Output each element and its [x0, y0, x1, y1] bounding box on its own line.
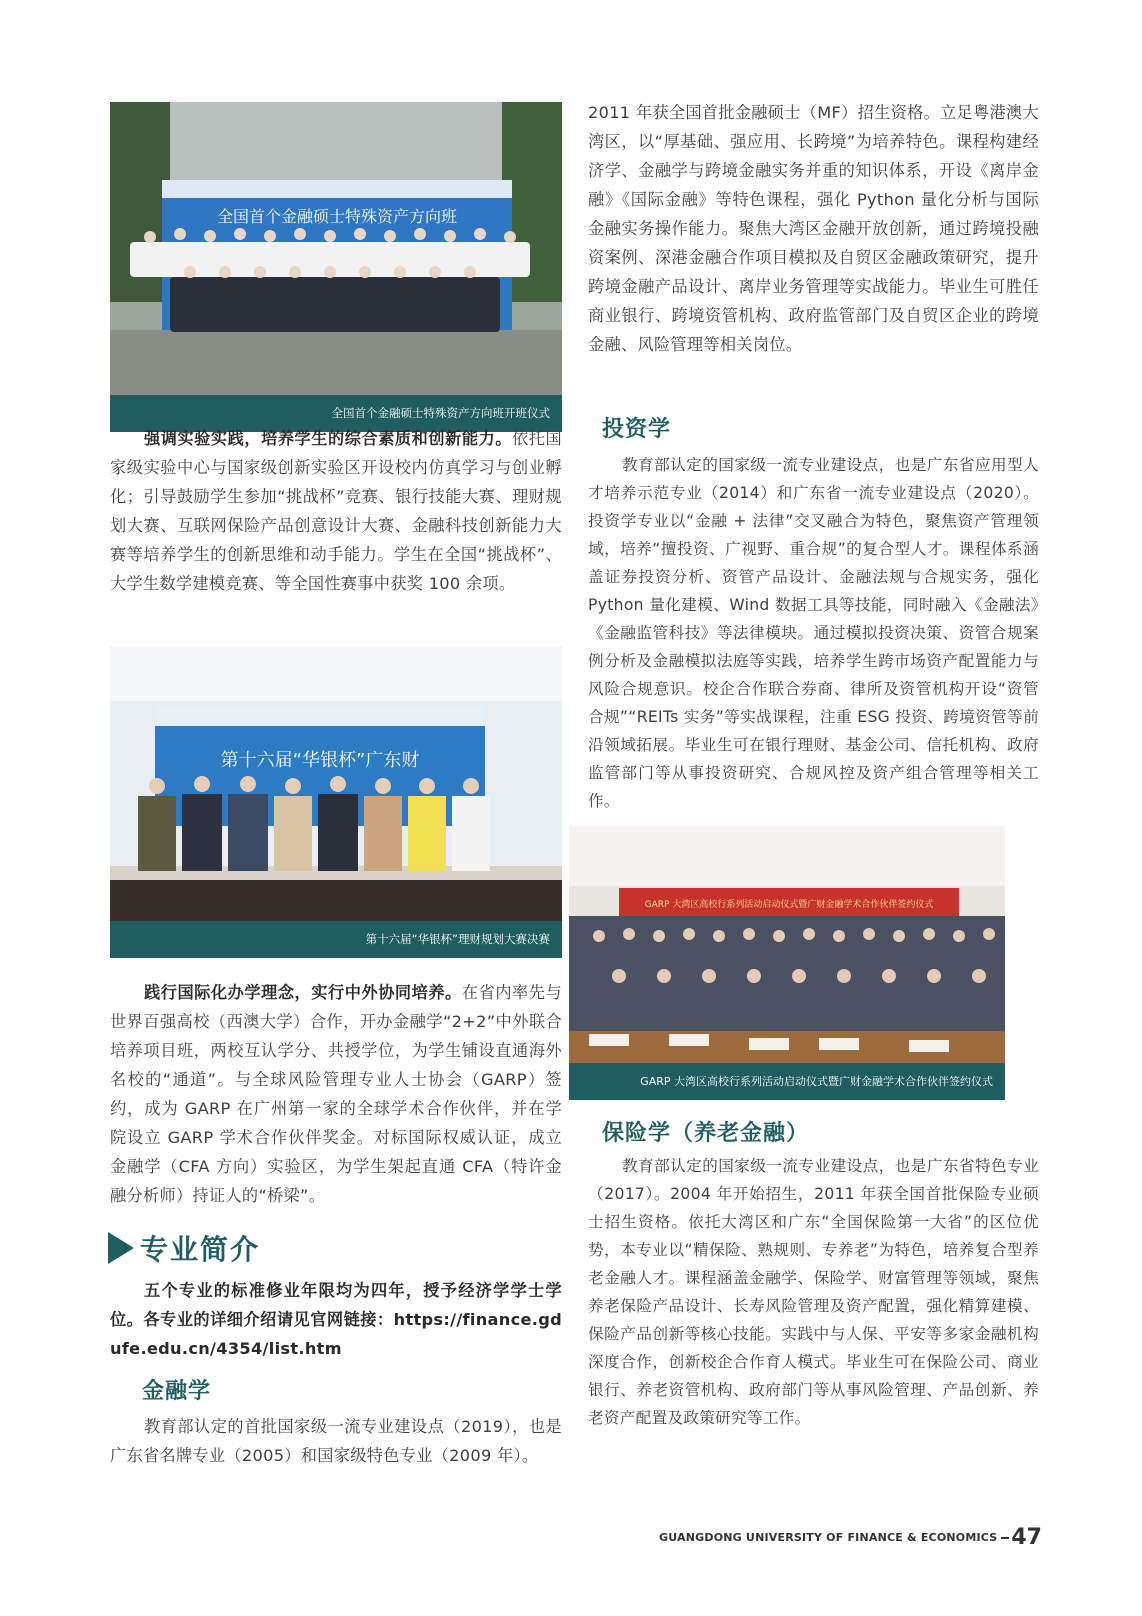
banner-text: 全国首个金融硕士特殊资产方向班 [216, 207, 458, 226]
photo-garp-ceremony [569, 826, 1005, 1100]
paragraph-body: 依托国家级实验中心与国家级创新实验区开设校内仿真学习与创业孵化；引导鼓励学生参加“挑战杯”竞赛、银行技能大赛、理财规划大赛、互联网保险产品创意设计大赛、金融科技创新能力大赛等培养学生的创新思维和动手能力。学生在全国“挑战杯”、大学生数学建模竞赛、等全国性赛事中获奖 100 余项。 [110, 429, 562, 593]
photo-caption: 第十六届“华银杯”理财规划大赛决赛 [110, 921, 562, 958]
photo-opening-ceremony [110, 102, 562, 432]
group-photo-image [110, 102, 562, 395]
photo-competition-final [110, 646, 562, 958]
paragraph-practice [110, 424, 562, 598]
insurance-paragraph [588, 1152, 1039, 1432]
investment-text: 教育部认定的国家级一流专业建设点，也是广东省应用型人才培养示范专业（2014）和广东省一流专业建设点（2020）。投资学专业以“金融 + 法律”交叉融合为特色，聚焦资产管理领域，培养“擅投资、广视野、重合规”的复合型人才。课程体系涵盖证券投资分析、资管产品设计、金融法规与合规实务，强化 Python 量化建模、Wind 数据工具等技能，同时融入《金融法》《金融监管科技》等法律模块。通过模拟投资决策、资管合规案例分析及金融模拟法庭等实践，培养学生跨市场资产配置能力与风险合规意识。校企合作联合券商、律所及资管机构开设“资管合规”“REITs 实务”等实战课程，注重 ESG 投资、跨境资管等前沿领域拓展。毕业生可在银行理财、基金公司、信托机构、政府监管部门等从事投资研究、合规风控及资产组合管理等相关工作。 [588, 456, 1039, 810]
page-footer [659, 1525, 1042, 1550]
major-title-investment: 投资学 [602, 416, 672, 442]
major-title-finance: 金融学 [142, 1378, 212, 1404]
banner-text: 第十六届“华银杯”广东财 [220, 750, 420, 771]
competition-photo-image [110, 646, 562, 921]
investment-paragraph [588, 451, 1039, 815]
finance-paragraph [110, 1412, 562, 1470]
paragraph-lead: 强调实验实践，培养学生的综合素质和创新能力。 [144, 429, 513, 448]
finance-text: 教育部认定的首批国家级一流专业建设点（2019），也是广东省名牌专业（2005）和国家级特色专业（2009 年）。 [110, 1417, 562, 1465]
intro-text: 五个专业的标准修业年限均为四年，授予经济学学士学位。各专业的详细介绍请见官网链接：https://finance.gdufe.edu.cn/4354/list.htm [110, 1281, 562, 1358]
banner-text: GARP 大湾区高校行系列活动启动仪式暨广财金融学术合作伙伴签约仪式 [644, 900, 934, 910]
finance-paragraph-continued [588, 98, 1039, 359]
intro-paragraph [110, 1276, 562, 1363]
section-title-majors [108, 1228, 260, 1268]
paragraph-body: 在省内率先与世界百强高校（西澳大学）合作，开办金融学“2+2”中外联合培养项目班，两校互认学分、共授学位，为学生铺设直通海外名校的“通道”。与全球风险管理专业人士协会（GARP）签约，成为 GARP 在广州第一家的全球学术合作伙伴，并在学院设立 GARP 学术合作伙伴奖金。对标国际权威认证，成立金融学（CFA 方向）实验区，为学生架起直通 CFA（特许金融分析师）持证人的“桥梁”。 [110, 983, 562, 1205]
paragraph-lead: 践行国际化办学理念，实行中外协同培养。 [144, 983, 462, 1002]
garp-photo-image [569, 826, 1005, 1063]
page-number: 47 [1011, 1525, 1042, 1550]
finance-continued-text: 2011 年获全国首批金融硕士（MF）招生资格。立足粤港澳大湾区，以“厚基础、强应用、长跨境”为培养特色。课程构建经济学、金融学与跨境金融实务并重的知识体系，开设《离岸金融》《国际金融》等特色课程，强化 Python 量化分析与国际金融实务操作能力。聚焦大湾区金融开放创新，通过跨境投融资案例、深港金融合作项目模拟及自贸区金融政策研究，提升跨境金融产品设计、离岸业务管理等实战能力。毕业生可胜任商业银行、跨境资管机构、政府监管部门及自贸区企业的跨境金融、风险管理等相关岗位。 [588, 103, 1039, 354]
insurance-text: 教育部认定的国家级一流专业建设点，也是广东省特色专业（2017）。2004 年开始招生，2011 年获全国首批保险专业硕士招生资格。依托大湾区和广东“全国保险第一大省”的区位优势，本专业以“精保险、熟规则、专养老”为特色，培养复合型养老金融人才。课程涵盖金融学、保险学、财富管理等领域，聚焦养老保险产品设计、长寿风险管理及资产配置，强化精算建模、保险产品创新等核心技能。实践中与人保、平安等多家金融机构深度合作，创新校企合作育人模式。毕业生可在保险公司、商业银行、养老资管机构、政府部门等从事风险管理、产品创新、养老资产配置及政策研究等工作。 [588, 1157, 1039, 1427]
major-title-insurance: 保险学（养老金融） [602, 1120, 810, 1146]
footer-divider [1001, 1537, 1009, 1539]
section-title-text: 专业简介 [140, 1233, 261, 1266]
photo-caption: 全国首个金融硕士特殊资产方向班开班仪式 [110, 395, 562, 432]
triangle-icon [108, 1232, 134, 1264]
photo-caption: GARP 大湾区高校行系列活动启动仪式暨广财金融学术合作伙伴签约仪式 [569, 1063, 1005, 1100]
university-name: GUANGDONG UNIVERSITY OF FINANCE & ECONOMICS [659, 1531, 998, 1544]
paragraph-international [110, 978, 562, 1210]
